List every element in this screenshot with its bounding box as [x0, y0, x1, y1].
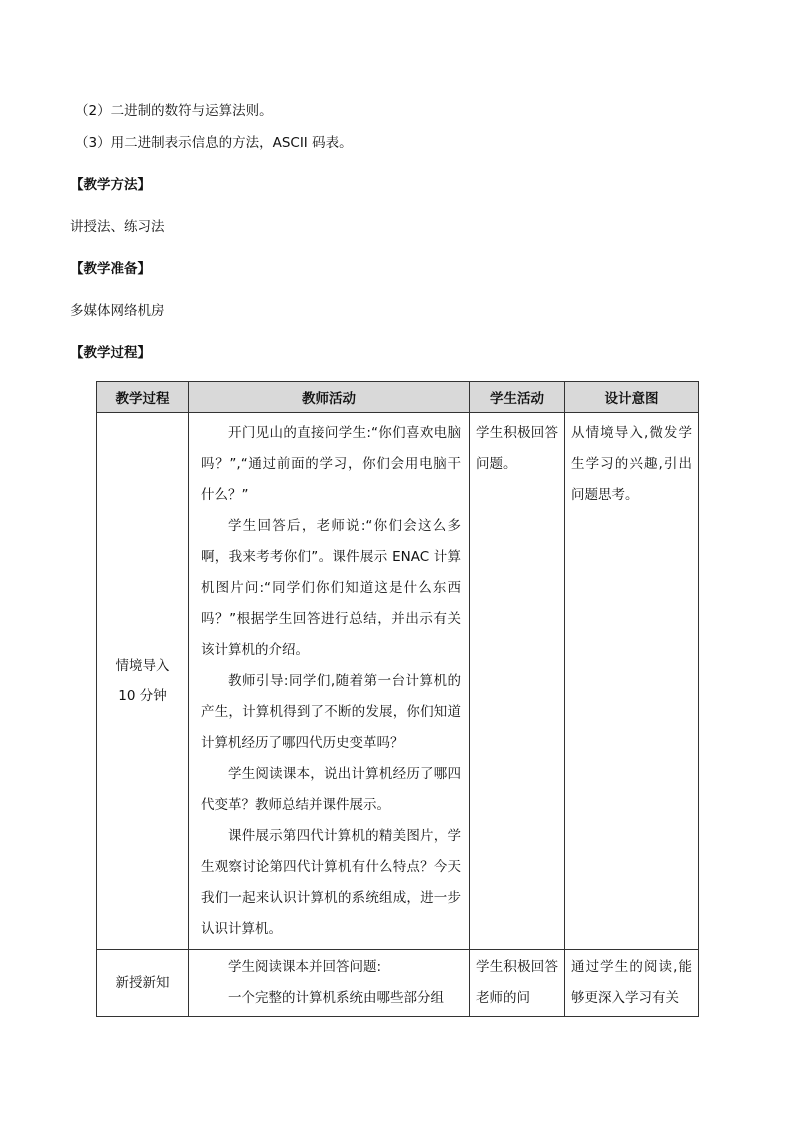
teacher-paragraph: 开门见山的直接问学生:“你们喜欢电脑吗？”,“通过前面的学习，你们会用电脑干什么？” — [201, 425, 461, 503]
teacher-paragraph: 学生回答后，老师说:“你们会这么多啊，我来考考你们”。课件展示 ENAC 计算机图片问:“同学们你们知道这是什么东西吗？”根据学生回答进行总结，并出示有关该计算机的介绍。 — [201, 518, 461, 658]
method-text: 讲授法、练习法 — [70, 219, 165, 235]
intro-item-2: （2）二进制的数符与运算法则。 — [75, 103, 273, 119]
teacher-activity-cell — [189, 950, 470, 1017]
student-activity-cell: 学生积极回答问题。 — [470, 413, 565, 950]
intro-item-3: （3）用二进制表示信息的方法，ASCII 码表。 — [75, 135, 353, 151]
stage-name: 新授新知 — [115, 975, 170, 991]
table-header-row — [97, 382, 699, 413]
teaching-process-table — [96, 381, 699, 1017]
header-stage: 教学过程 — [97, 382, 189, 413]
table-row — [97, 413, 699, 950]
stage-duration: 10 分钟 — [118, 688, 167, 704]
process-heading: 【教学过程】 — [70, 345, 151, 361]
teacher-paragraph: 教师引导:同学们,随着第一台计算机的产生，计算机得到了不断的发展，你们知道计算机经历了哪四代历史变革吗？ — [201, 673, 461, 751]
design-intent-cell: 通过学生的阅读,能够更深入学习有关 — [565, 950, 699, 1017]
teacher-activity-cell — [189, 413, 470, 950]
prep-heading: 【教学准备】 — [70, 261, 151, 277]
teacher-paragraph: 一个完整的计算机系统由哪些部分组 — [228, 990, 444, 1006]
student-activity-cell: 学生积极回答老师的问 — [470, 950, 565, 1017]
header-design-intent: 设计意图 — [565, 382, 699, 413]
prep-text: 多媒体网络机房 — [70, 303, 165, 319]
teacher-paragraph: 学生阅读课本，说出计算机经历了哪四代变革？教师总结并课件展示。 — [201, 766, 461, 813]
teacher-paragraph: 学生阅读课本并回答问题: — [228, 959, 382, 975]
stage-cell — [97, 950, 189, 1017]
design-intent-cell: 从情境导入,微发学生学习的兴趣,引出问题思考。 — [565, 413, 699, 950]
teacher-paragraph: 课件展示第四代计算机的精美图片，学生观察讨论第四代计算机有什么特点？今天我们一起来认识计算机的系统组成，进一步认识计算机。 — [201, 828, 461, 937]
header-student-activity: 学生活动 — [470, 382, 565, 413]
table-row — [97, 950, 699, 1017]
stage-name: 情境导入 — [115, 658, 170, 674]
stage-cell — [97, 413, 189, 950]
method-heading: 【教学方法】 — [70, 177, 151, 193]
header-teacher-activity: 教师活动 — [189, 382, 470, 413]
